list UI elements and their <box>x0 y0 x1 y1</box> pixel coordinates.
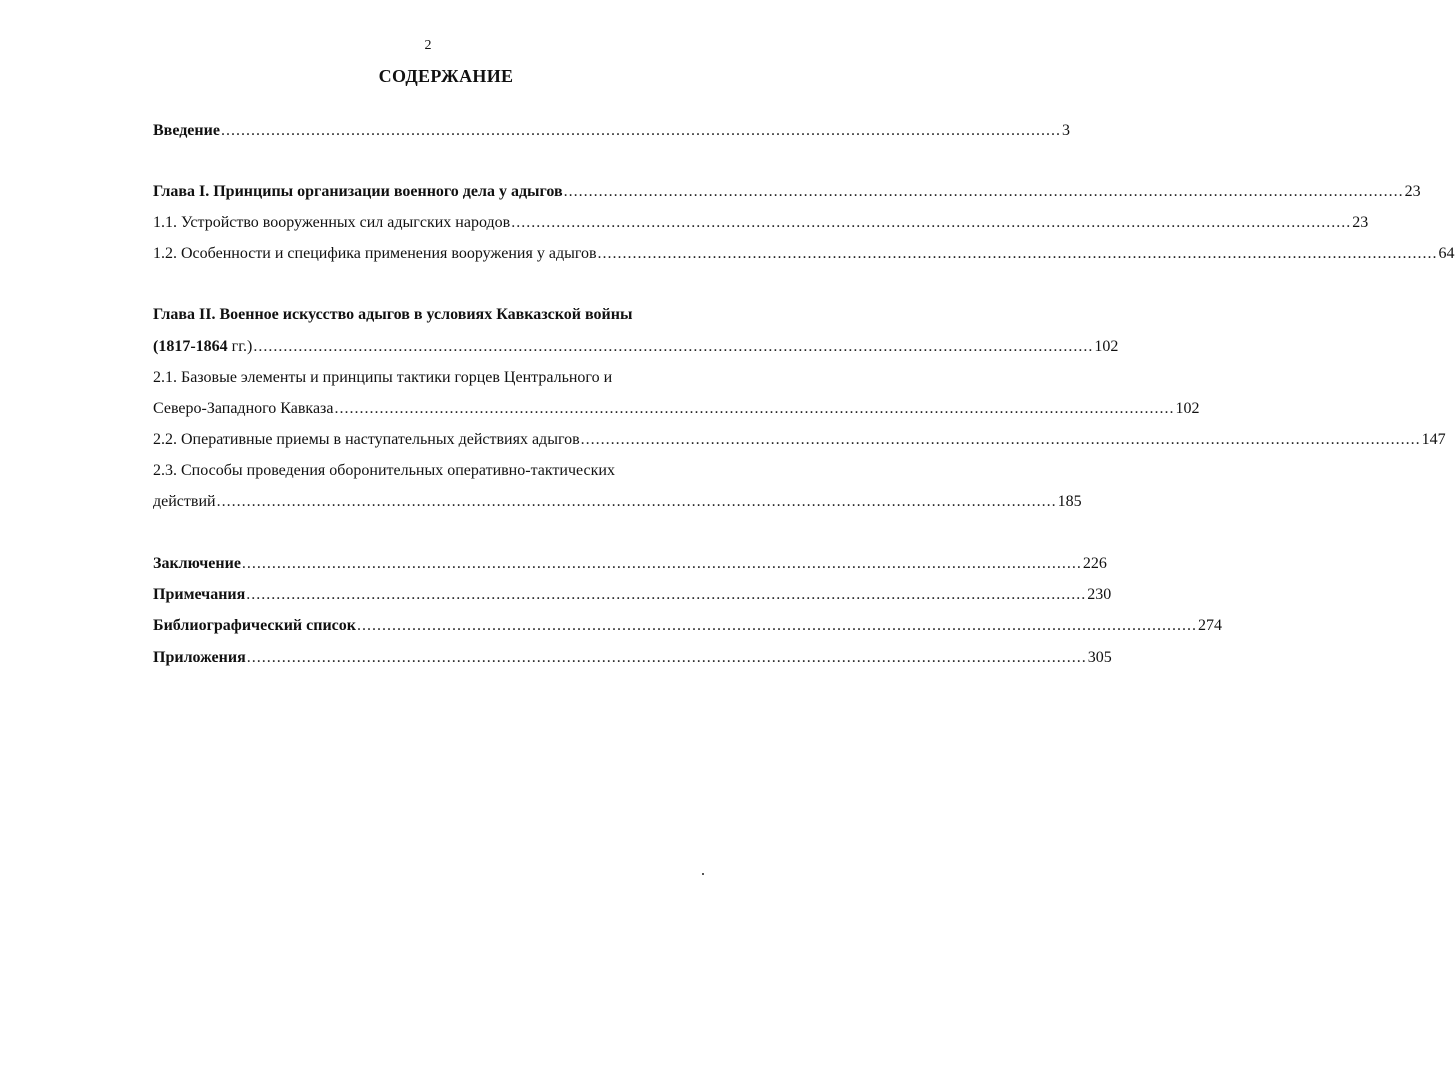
toc-entry-intro[interactable] <box>153 121 1070 141</box>
toc-entry-notes[interactable] <box>153 585 1112 605</box>
dot-leader: ........................................................................................................................................................................ <box>511 214 1352 231</box>
toc-page: 64 <box>1438 245 1455 262</box>
toc-entry-section-2-3-line2[interactable] <box>153 492 1082 512</box>
page-number: 2 <box>424 38 432 53</box>
toc-page: 3 <box>1061 122 1070 139</box>
dot-leader: ........................................................................................................................................................................ <box>253 338 1094 355</box>
dot-leader: ........................................................................................................................................................................ <box>563 183 1404 200</box>
toc-entry-chapter-2-line2[interactable] <box>153 337 1119 357</box>
toc-entry-section-1-1[interactable] <box>153 213 1369 233</box>
toc-label <box>153 337 252 357</box>
toc-page: 230 <box>1087 586 1112 603</box>
toc-label: Приложения <box>153 649 246 666</box>
toc-entry-section-2-2[interactable] <box>153 430 1446 450</box>
dot-leader: ........................................................................................................................................................................ <box>220 122 1061 139</box>
toc-page: 305 <box>1087 649 1112 666</box>
dot-leader: ........................................................................................................................................................................ <box>597 245 1438 262</box>
toc-entry-appendices[interactable] <box>153 648 1112 668</box>
toc-page: 23 <box>1352 214 1369 231</box>
toc-page: 102 <box>1175 400 1200 417</box>
toc-page: 274 <box>1197 617 1222 634</box>
dot-leader: ........................................................................................................................................................................ <box>580 431 1421 448</box>
dot-leader: ........................................................................................................................................................................ <box>241 555 1082 572</box>
toc-label: Заключение <box>153 555 241 572</box>
toc-label: Северо-Западного Кавказа <box>153 400 334 417</box>
toc-label: Глава I. Принципы организации военного дела у адыгов <box>153 183 563 200</box>
toc-entry-section-2-1-line2[interactable] <box>153 399 1200 419</box>
toc-entry-bibliography[interactable] <box>153 616 1222 636</box>
page-title: СОДЕРЖАНИЕ <box>378 66 514 86</box>
toc-entry-section-1-2[interactable] <box>153 244 1455 264</box>
dot-leader: ........................................................................................................................................................................ <box>356 617 1197 634</box>
toc-page: 147 <box>1421 431 1446 448</box>
toc-label: Библиографический список <box>153 617 356 634</box>
toc-label: 2.3. Способы проведения оборонительных оперативно-тактических <box>153 462 615 479</box>
toc-label: 1.1. Устройство вооруженных сил адыгских народов <box>153 214 511 231</box>
toc-label-years: (1817-1864 <box>153 338 228 355</box>
toc-label: Глава II. Военное искусство адыгов в условиях Кавказской войны <box>153 306 633 323</box>
dot-leader: ........................................................................................................................................................................ <box>334 400 1175 417</box>
toc-page: 102 <box>1094 338 1119 355</box>
toc-entry-chapter-2-line1[interactable] <box>153 305 741 325</box>
toc-page: 23 <box>1404 183 1421 200</box>
dot-leader: ........................................................................................................................................................................ <box>246 586 1087 603</box>
dot-leader: ........................................................................................................................................................................ <box>216 493 1057 510</box>
toc-label: Примечания <box>153 586 246 603</box>
toc-label-suffix: гг.) <box>227 338 253 355</box>
toc-page: 185 <box>1057 493 1082 510</box>
toc-entry-section-2-3-line1[interactable] <box>153 461 741 481</box>
dot-leader: ........................................................................................................................................................................ <box>246 649 1087 666</box>
toc-entry-conclusion[interactable] <box>153 554 1107 574</box>
toc-entry-chapter-1[interactable] <box>153 182 1421 202</box>
toc-label: Введение <box>153 122 220 139</box>
toc-label: 2.1. Базовые элементы и принципы тактики горцев Центрального и <box>153 369 613 386</box>
toc-page: 226 <box>1082 555 1107 572</box>
toc-label: 1.2. Особенности и специфика применения вооружения у адыгов <box>153 245 597 262</box>
scan-speck <box>702 873 704 875</box>
toc-label: действий <box>153 493 216 510</box>
toc-entry-section-2-1-line1[interactable] <box>153 368 741 388</box>
toc-label: 2.2. Оперативные приемы в наступательных действиях адыгов <box>153 431 580 448</box>
